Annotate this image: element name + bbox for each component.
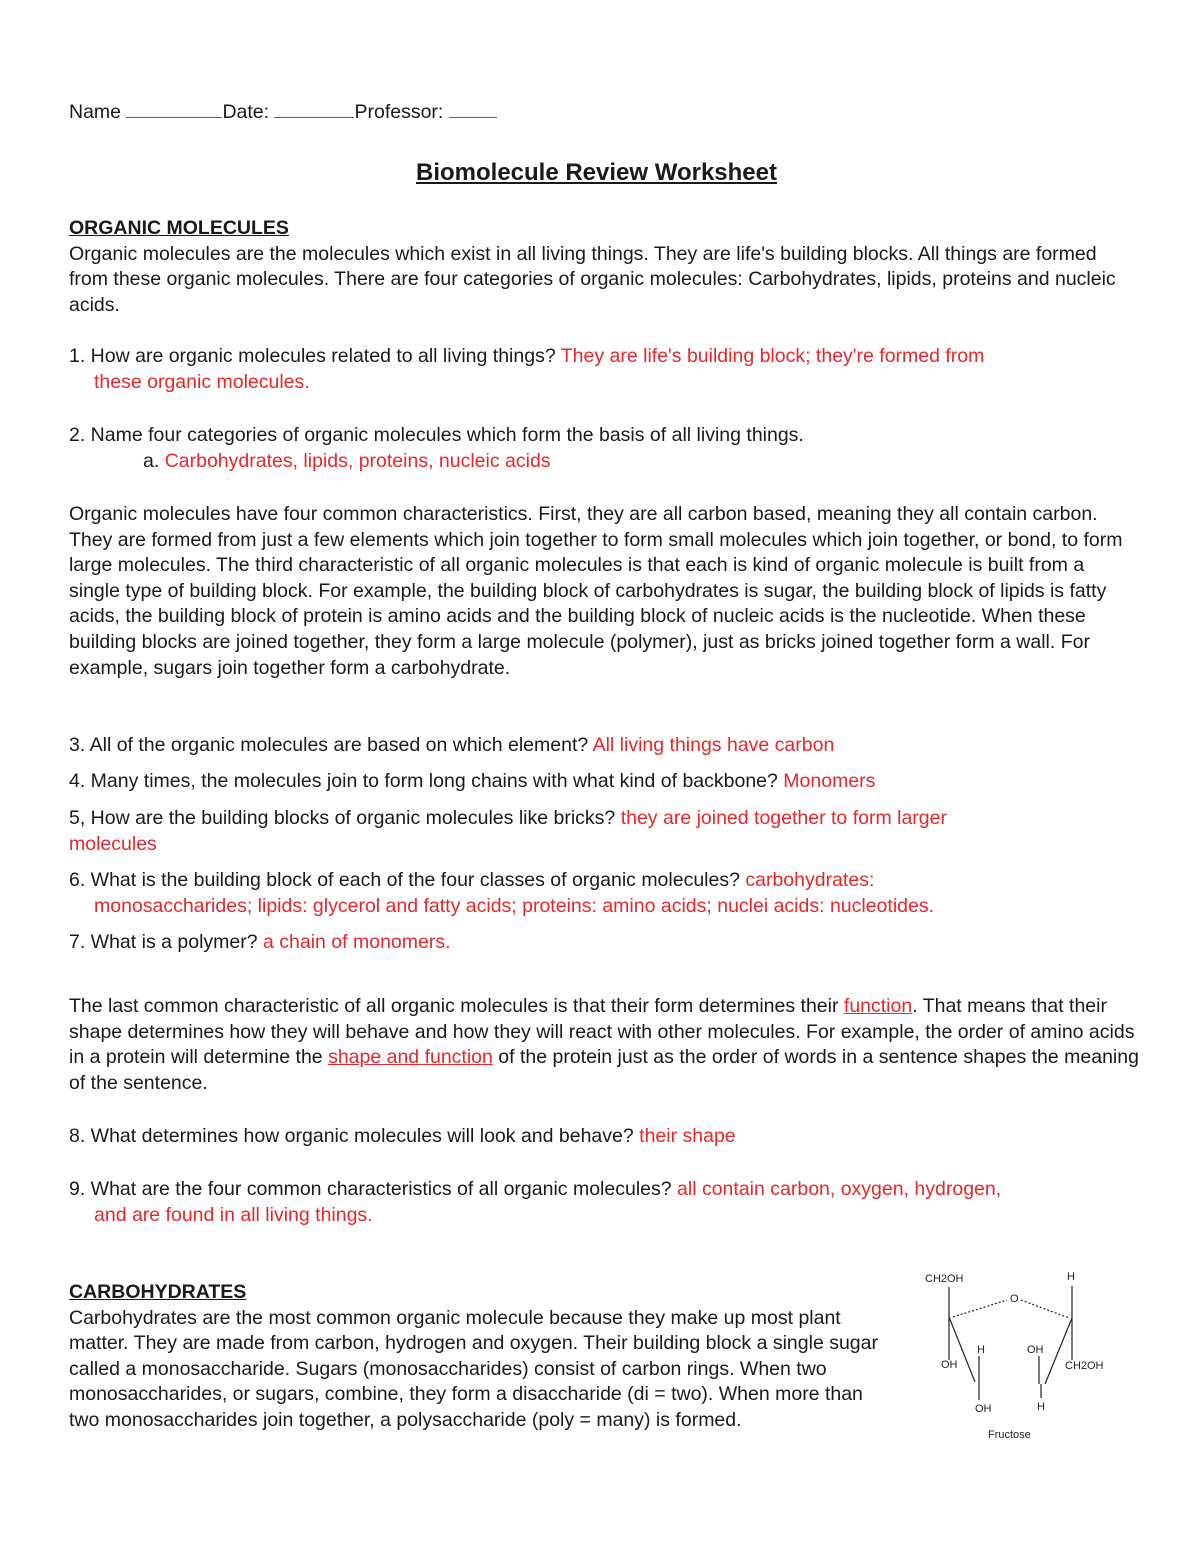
- diagram-ch2oh-top: CH2OH: [925, 1273, 964, 1285]
- organic-heading: ORGANIC MOLECULES: [69, 217, 289, 239]
- question-9-text: 9. What are the four common characteristics of all organic molecules?: [69, 1178, 672, 1200]
- question-3: [69, 733, 1139, 759]
- question-8-text: 8. What determines how organic molecules will look and behave?: [69, 1125, 634, 1147]
- characteristics-paragraph: Organic molecules have four common characteristics. First, they are all carbon based, meaning they all contain carbon. They are formed from just a few elements which join together to form small molecules which join together, or bond, to form large molecules. The third characteristic of all organic molecules is that each is kind of organic molecule is built from a single type of building block. For example, the building block of carbohydrates is sugar, the building block of lipids is fatty acids, the building block of protein is amino acids and the building block of nucleic acids is the nucleotide. When these building blocks are joined together, they form a large molecule (polymer), just as bricks joined together form a wall. For example, sugars join together form a carbohydrate.: [69, 503, 1123, 679]
- organic-section: [69, 216, 1139, 318]
- answer-9-line2: and are found in all living things.: [94, 1203, 373, 1226]
- organic-intro: Organic molecules are the molecules which exist in all living things. They are life's building blocks. All things are formed from these organic molecules. There are four categories of organic molecules: Carbohydrates, lipids, proteins and nucleic acids.: [69, 242, 1116, 316]
- diagram-ch2oh-right: CH2OH: [1065, 1360, 1104, 1372]
- question-6: [69, 868, 1139, 919]
- question-5: [69, 806, 1139, 857]
- answer-8: their shape: [639, 1125, 736, 1147]
- name-label: Name: [69, 101, 122, 123]
- diagram-oh-bottom: OH: [975, 1403, 992, 1415]
- answer-2: [143, 449, 551, 475]
- question-9: [69, 1177, 1139, 1228]
- date-label: Date:: [222, 101, 270, 123]
- bond-ring-lower-left: [949, 1317, 975, 1382]
- answer-2-text: Carbohydrates, lipids, proteins, nucleic acids: [164, 450, 551, 472]
- form-para-part1: The last common characteristic of all organic molecules is that their form determines their: [69, 995, 839, 1017]
- answer-5-line2: molecules: [69, 832, 157, 855]
- carbohydrates-section: [69, 1280, 889, 1434]
- answer-1-line2: these organic molecules.: [94, 370, 310, 393]
- professor-label: Professor:: [354, 101, 444, 123]
- question-2: [69, 423, 1139, 449]
- diagram-caption: Fructose: [988, 1429, 1031, 1441]
- form-para-blank-shape-function: shape and function: [328, 1046, 493, 1069]
- answer-1-line1: They are life's building block; they're formed from: [560, 345, 985, 367]
- answer-4: Monomers: [783, 770, 876, 792]
- date-blank[interactable]: [274, 99, 354, 118]
- diagram-h-left: H: [977, 1344, 985, 1356]
- answer-7: a chain of monomers.: [263, 931, 451, 953]
- name-blank[interactable]: [126, 99, 222, 118]
- diagram-o-ring: O: [1010, 1293, 1019, 1305]
- question-8: [69, 1124, 1139, 1150]
- question-4: [69, 769, 1139, 795]
- question-4-text: 4. Many times, the molecules join to form long chains with what kind of backbone?: [69, 770, 778, 792]
- question-2-text: 2. Name four categories of organic molecules which form the basis of all living things.: [69, 424, 804, 446]
- carbohydrates-text: Carbohydrates are the most common organic molecule because they make up most plant matter. They are made from carbon, hydrogen and oxygen. Their building block a single sugar called a monosaccharide. Sugars (monosaccharides) consist of carbon rings. When two monosaccharides, or sugars, combine, they form a disaccharide (di = two). When more than two monosaccharides join together, a polysaccharide (poly = many) is formed.: [69, 1306, 878, 1431]
- professor-blank[interactable]: [449, 99, 497, 118]
- question-6-text: 6. What is the building block of each of the four classes of organic molecules?: [69, 869, 740, 891]
- diagram-oh-left: OH: [941, 1359, 958, 1371]
- question-7-text: 7. What is a polymer?: [69, 931, 258, 953]
- question-1-text: 1. How are organic molecules related to all living things?: [69, 345, 556, 367]
- form-para-part2: . That means that their shape determines how they will behave and how they will react with other molecules. For example, the order of amino acids in a protein will determine the: [69, 995, 1135, 1069]
- fructose-diagram: [915, 1262, 1125, 1447]
- answer-2-label: a.: [143, 450, 160, 472]
- question-5-text: 5, How are the building blocks of organic molecules like bricks?: [69, 807, 616, 829]
- answer-9-line1: all contain carbon, oxygen, hydrogen,: [677, 1178, 1002, 1200]
- bond-ring-lower-right: [1045, 1318, 1072, 1384]
- bond-ring-left-o: [953, 1300, 1007, 1317]
- page-title: Biomolecule Review Worksheet: [415, 159, 777, 186]
- bond-ring-o-right: [1021, 1300, 1069, 1318]
- answer-6-line1: carbohydrates:: [745, 869, 875, 891]
- question-3-text: 3. All of the organic molecules are based on which element?: [69, 734, 589, 756]
- form-function-paragraph: [69, 994, 1139, 1096]
- diagram-h-top: H: [1067, 1271, 1075, 1283]
- question-1: [69, 344, 1139, 395]
- carbohydrates-heading: CARBOHYDRATES: [69, 1281, 247, 1303]
- answer-5-line1: they are joined together to form larger: [620, 807, 947, 829]
- diagram-oh-right: OH: [1027, 1344, 1044, 1356]
- answer-6-line2: monosaccharides; lipids: glycerol and fatty acids; proteins: amino acids; nuclei acids: nucleotides.: [94, 894, 935, 917]
- form-para-part3: of the protein just as the order of words in a sentence shapes the meaning of the sentence.: [69, 1046, 1139, 1094]
- answer-3: All living things have carbon: [592, 734, 835, 756]
- diagram-h-bottom: H: [1037, 1401, 1045, 1413]
- question-7: [69, 930, 1139, 956]
- form-para-blank-function: function: [843, 995, 913, 1017]
- header-fields: [69, 99, 497, 126]
